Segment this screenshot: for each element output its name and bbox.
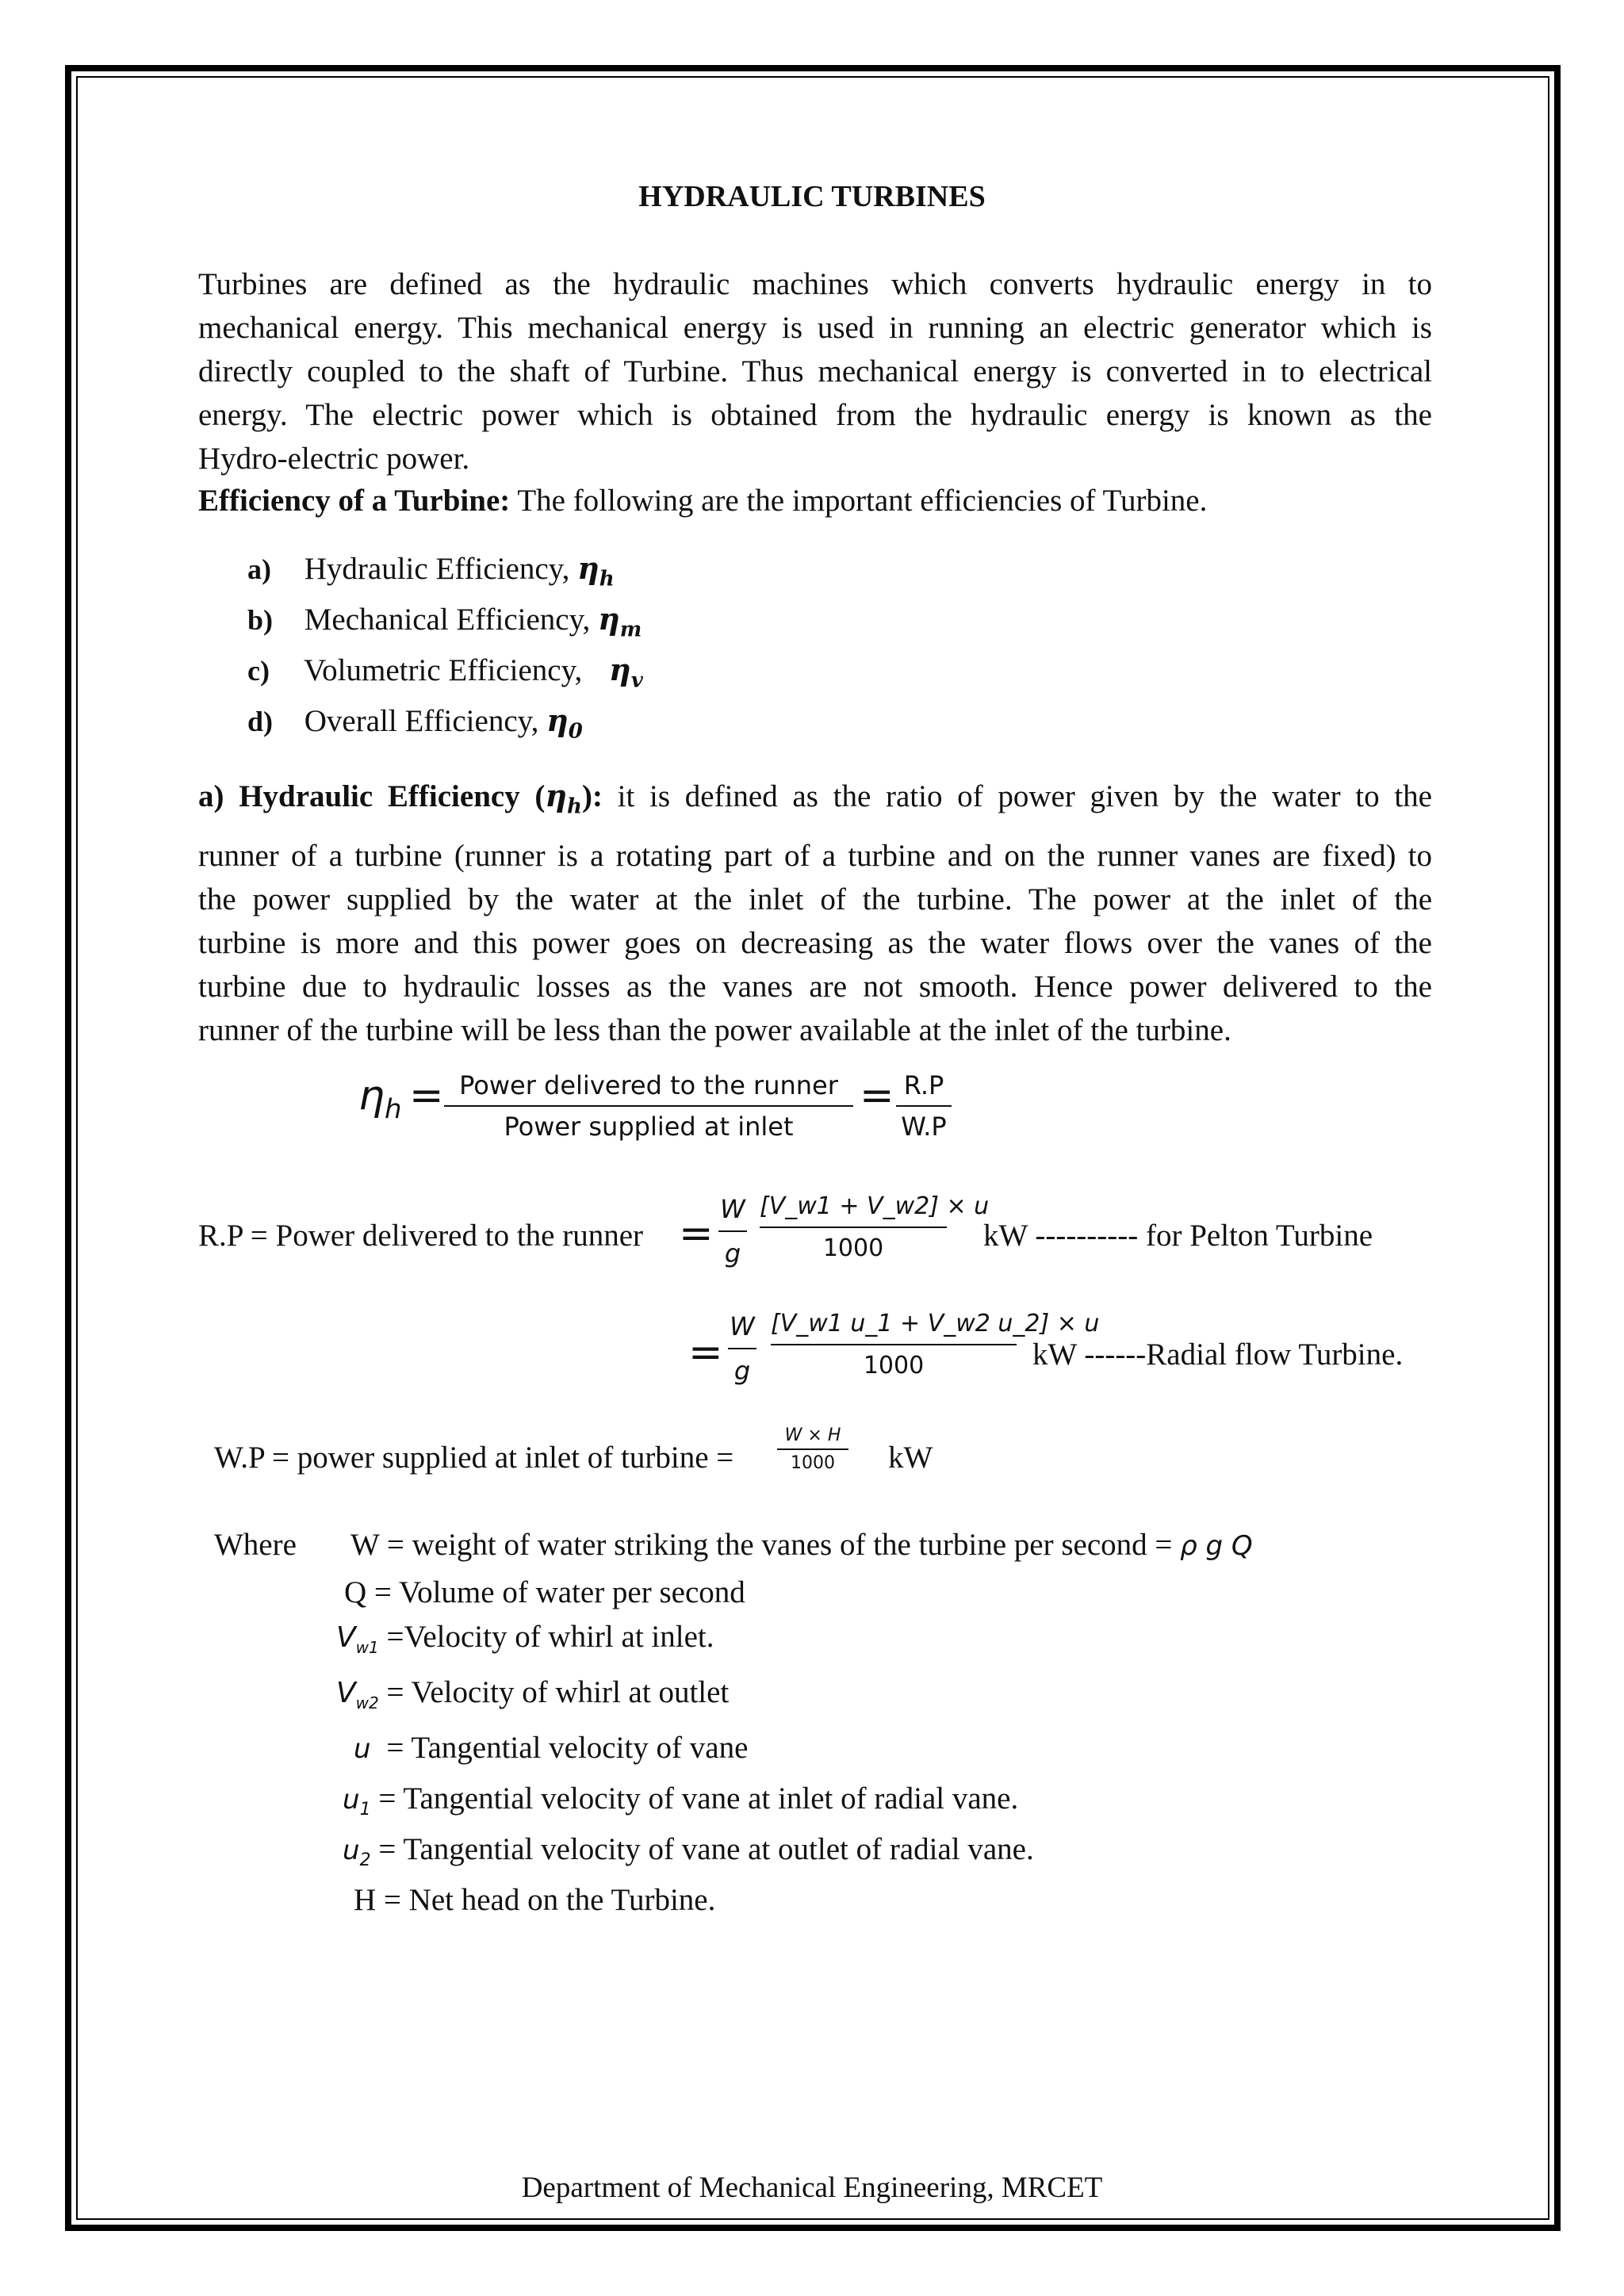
hydraulic-first-line [198,774,1432,829]
equals-sign: = [679,1210,714,1257]
definition-row [350,1527,1253,1563]
list-item [247,601,642,642]
definition-text: = Tangential velocity of vane at inlet of radial vane. [378,1781,1019,1816]
hydraulic-line: turbine is more and this power goes on decreasing as the water flows over the vanes of the [198,925,1432,960]
fraction-rp-wp [896,1070,952,1142]
radial-unit-note: kW ------Radial flow Turbine. [1032,1337,1404,1372]
fraction-rp-whirl [760,1192,990,1262]
fraction-numerator: R.P [903,1070,944,1100]
definition-text: = Tangential velocity of vane at outlet of radial vane. [378,1832,1034,1866]
fraction-numerator: Power delivered to the runner [459,1070,838,1100]
definition-symbol: $V_{w1}$ [336,1621,379,1658]
where-label: Where [214,1528,297,1562]
hydraulic-line: turbine due to hydraulic losses as the vanes are not smooth. Hence power delivered to the [198,969,1432,1004]
list-item-text: Overall Efficiency, [304,704,539,738]
definition-text: = Volume of water per second [373,1575,745,1609]
fraction-numerator: [V_w1 u_1 + V_w2 u_2] × u [771,1310,1100,1337]
fraction-denominator: Power supplied at inlet [504,1112,794,1142]
hydraulic-line: runner of the turbine will be less than the power available at the inlet of the turbine. [198,1012,1231,1047]
intro-line: mechanical energy. This mechanical energy is used in running an electric generator which is [198,311,1432,345]
list-item-text: Mechanical Efficiency, [304,603,591,637]
fraction-denominator: 1000 [822,1234,884,1262]
list-item [247,550,615,591]
fraction-denominator: W.P [901,1112,947,1142]
fraction-denominator: 1000 [791,1453,835,1473]
fraction-numerator: W [720,1194,745,1224]
definition-symbol: H [354,1883,377,1917]
definition-text: = Net head on the Turbine. [383,1883,716,1917]
rp-label: R.P = Power delivered to the runner [198,1219,644,1253]
definition-formula: ρ g Q [1180,1530,1253,1562]
list-item-label: c) [247,655,270,687]
intro-line: Hydro-electric power. [198,442,470,476]
definition-symbol: $u_2$ [343,1835,371,1870]
fraction-numerator: [V_w1 + V_w2] × u [760,1192,990,1220]
list-item-label: d) [247,706,274,737]
equals-sign: = [860,1072,894,1119]
wp-unit: kW [888,1441,933,1475]
fraction-w-over-g [718,1194,747,1269]
definition-text: = Tangential velocity of vane [386,1731,749,1765]
definition-symbol: $V_{w2}$ [336,1677,379,1713]
fraction-wh-over-1000 [777,1425,848,1473]
hydraulic-first-line-text: it is defined as the ratio of power given by the water to the [617,779,1432,813]
hydraulic-heading: a) Hydraulic Efficiency $(\eta_h)$: [198,778,603,819]
fraction-w-over-g [728,1311,756,1386]
efficiency-intro [198,479,1207,522]
equals-sign: = [688,1329,723,1376]
definition-text: = weight of water striking the vanes of the turbine per second = [386,1528,1173,1562]
eta-symbol: $\eta_h$ [577,550,615,591]
fraction-numerator: W × H [784,1425,841,1445]
eta-symbol: $\eta_v$ [609,652,643,693]
definition-row [354,1882,715,1918]
definition-row [354,1730,748,1766]
efficiency-heading: Efficiency of a Turbine: [198,484,511,518]
hydraulic-efficiency-paragraph [198,774,1432,1052]
fraction-denominator: g [733,1356,751,1386]
fraction-radial-whirl [771,1310,1100,1380]
intro-line: energy. The electric power which is obtained from the hydraulic energy is known as the [198,398,1432,432]
definition-symbol: W [350,1528,380,1562]
list-item-label: a) [247,553,271,585]
intro-line: directly coupled to the shaft of Turbine. Thus mechanical energy is converted in to electrical [198,354,1432,388]
list-item-text: Volumetric Efficiency, [304,653,583,687]
fraction-denominator: g [724,1238,741,1269]
eq-eta-lhs: $\eta_h$ [358,1072,402,1126]
definition-symbol: $u_1$ [343,1784,371,1820]
list-item-label: b) [247,604,274,636]
intro-line: Turbines are defined as the hydraulic machines which converts hydraulic energy in to [198,267,1432,301]
list-item-text: Hydraulic Efficiency, [304,552,570,586]
definition-text: = Velocity of whirl at outlet [386,1675,730,1709]
wp-label: W.P = power supplied at inlet of turbine = [214,1441,734,1475]
definition-row [344,1575,745,1610]
definition-row [336,1674,729,1712]
fraction-numerator: W [730,1311,755,1341]
eta-symbol: $\eta_m$ [598,601,642,642]
eta-symbol: $\eta_0$ [546,702,583,744]
efficiency-text: The following are the important efficiencies of Turbine. [517,484,1208,518]
page-title: HYDRAULIC TURBINES [638,180,986,213]
definition-row [343,1781,1018,1820]
definition-text: =Velocity of whirl at inlet. [386,1620,714,1654]
fraction-power-ratio [444,1070,853,1142]
hydraulic-line: runner of a turbine (runner is a rotating part of a turbine and on the runner vanes are fixed) to [198,838,1432,873]
hydraulic-line: the power supplied by the water at the inlet of the turbine. The power at the inlet of the [198,882,1432,916]
definition-row [343,1831,1034,1870]
definition-row [336,1619,714,1657]
page-footer: Department of Mechanical Engineering, MRCET [521,2172,1103,2204]
equals-sign: = [409,1072,444,1119]
intro-paragraph [198,262,1432,480]
rp-unit-note: kW ---------- for Pelton Turbine [983,1219,1373,1253]
definition-symbol: Q [344,1575,367,1609]
list-item [247,702,583,744]
list-item [247,652,643,693]
fraction-denominator: 1000 [863,1352,925,1380]
definition-symbol: u [354,1733,371,1765]
